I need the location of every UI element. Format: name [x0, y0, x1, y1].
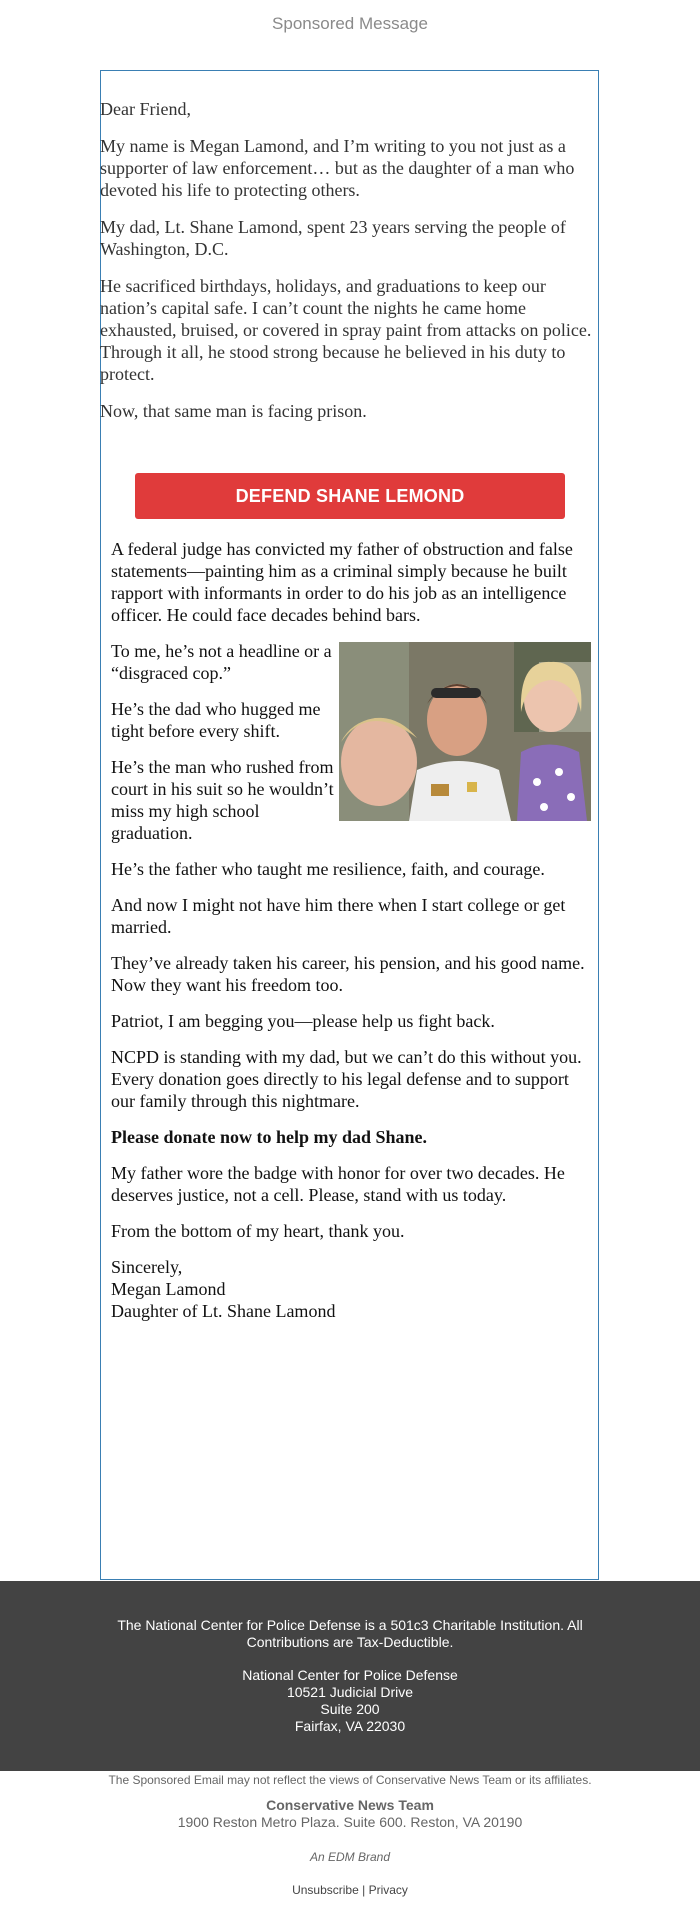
story-paragraph-5: He’s the father who taught me resilience, faith, and courage.	[111, 859, 545, 879]
signature-closing: Sincerely,	[111, 1257, 183, 1277]
family-photo	[339, 642, 591, 821]
footer-links	[0, 1883, 700, 1897]
org-name: National Center for Police Defense	[242, 1667, 458, 1683]
donate-callout-text: Please donate now to help my dad Shane.	[111, 1127, 428, 1147]
publisher-address: 1900 Reston Metro Plaza. Suite 600. Reston, VA 20190	[177, 1814, 523, 1830]
footer	[0, 1581, 700, 1771]
sponsor-disclaimer: The Sponsored Email may not reflect the views of Conservative News Team or its affiliates.	[108, 1773, 592, 1787]
publisher-info	[0, 1797, 700, 1831]
donate-callout	[111, 1126, 591, 1148]
story-paragraph-11: My father wore the badge with honor for over two decades. He deserves justice, not a cell. Please, stand with us today.	[111, 1163, 565, 1205]
story-paragraph-6: And now I might not have him there when I start college or get married.	[111, 895, 566, 937]
intro-paragraph-4: Now, that same man is facing prison.	[100, 401, 367, 421]
defend-shane-button[interactable]: DEFEND SHANE LEMOND	[135, 473, 565, 519]
story-paragraph-8: Patriot, I am begging you—please help us fight back.	[111, 1011, 495, 1031]
story-paragraph-7: They’ve already taken his career, his pension, and his good name. Now they want his freedom too.	[111, 953, 585, 995]
story-paragraph-3: He’s the dad who hugged me tight before every shift.	[111, 699, 321, 741]
sponsored-label: Sponsored Message	[272, 14, 428, 33]
intro-section	[100, 98, 596, 437]
story-paragraph-2: To me, he’s not a headline or a “disgraced cop.”	[111, 641, 332, 683]
story-paragraph-1: A federal judge has convicted my father of obstruction and false statements—painting him as a criminal simply because he built rapport with informants in order to do his job as an intelligence officer. He could face decades behind bars.	[111, 539, 573, 625]
signature-title: Daughter of Lt. Shane Lamond	[111, 1301, 336, 1321]
link-separator: |	[358, 1883, 369, 1897]
privacy-link[interactable]: Privacy	[368, 1883, 408, 1897]
story-paragraph-9: NCPD is standing with my dad, but we can’t do this without you. Every donation goes directly to his legal defense and to support our family through this nightmare.	[111, 1047, 582, 1111]
cta-container	[135, 473, 565, 519]
org-street: 10521 Judicial Drive	[286, 1684, 414, 1700]
tax-statement: The National Center for Police Defense is a 501c3 Charitable Institution. All Contributions are Tax-Deductible.	[117, 1617, 583, 1650]
intro-paragraph-3: He sacrificed birthdays, holidays, and graduations to keep our nation’s capital safe. I can’t count the nights he came home exhausted, bruised, or covered in spray paint from attacks on police. Through it all, he stood strong because he believed in his duty to protect.	[100, 276, 592, 384]
intro-paragraph-1: My name is Megan Lamond, and I’m writing to you not just as a supporter of law enforcement… but as the daughter of a man who devoted his life to protecting others.	[100, 136, 575, 200]
story-paragraph-4: He’s the man who rushed from court in his suit so he wouldn’t miss my high school graduation.	[111, 757, 334, 843]
greeting: Dear Friend,	[100, 99, 191, 119]
publisher-name: Conservative News Team	[266, 1797, 434, 1813]
brand-tagline: An EDM Brand	[309, 1850, 391, 1864]
story-section	[111, 538, 591, 1322]
signature	[111, 1256, 591, 1322]
intro-paragraph-2: My dad, Lt. Shane Lamond, spent 23 years serving the people of Washington, D.C.	[100, 217, 566, 259]
unsubscribe-link[interactable]: Unsubscribe	[292, 1883, 359, 1897]
signature-name: Megan Lamond	[111, 1279, 226, 1299]
org-address	[0, 1667, 700, 1735]
org-city: Fairfax, VA 22030	[294, 1718, 406, 1734]
story-paragraph-12: From the bottom of my heart, thank you.	[111, 1221, 405, 1241]
org-suite: Suite 200	[320, 1701, 380, 1717]
